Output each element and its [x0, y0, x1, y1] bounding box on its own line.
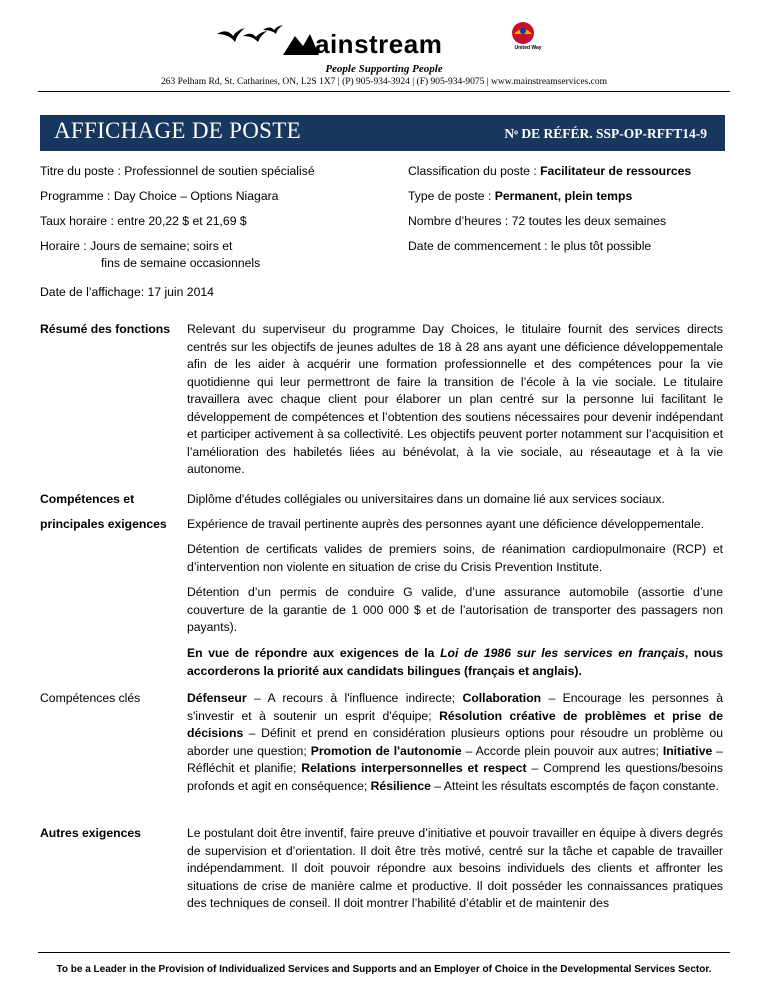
- address-line: 263 Pelham Rd, St. Catharines, ON, L2S 1X7 | (P) 905-934-3924 | (F) 905-934-9075 | www.mainstreamservices.com: [161, 77, 607, 87]
- requirements-label-line2: principales exigences: [40, 517, 167, 531]
- schedule-field-line2: fins de semaine occasionnels: [101, 256, 261, 270]
- hours-field: Nombre d’heures : 72 toutes les deux semaines: [408, 214, 667, 228]
- reference-number: Nᵒ DE RÉFÉR. SSP-OP-RFFT14-9: [504, 126, 707, 141]
- classification-field: Classification du poste : Facilitateur de ressources: [408, 164, 692, 178]
- program-field: Programme : Day Choice – Options Niagara: [40, 189, 279, 203]
- requirement-diploma: Diplôme d'études collégiales ou universitaires dans un domaine lié aux services sociaux.: [187, 492, 665, 506]
- start-date-field: Date de commencement : le plus tôt possible: [408, 239, 652, 253]
- posting-date-field: Date de l’affichage: 17 juin 2014: [40, 285, 214, 299]
- logo-wordmark: ainstream: [315, 29, 443, 59]
- key-competencies-text: Défenseur – A recours à l'influence indirecte; Collaboration – Encourage les personnes à s'investir et à soutenir un esprit d'équipe; Résolution créative de problèmes et prise de décisions – Définit et prend en considération plusieurs options pour résoudre un problème ou aborder une question; Promotion de l'autonomie – Accorde plein pouvoir aux autres; Initiative – Réfléchit et planifie; Relations interpersonnelles et respect – Comprend les questions/besoins profonds et agit en conséquence; Résilience – Atteint les résultats escomptés de façon constante.: [187, 691, 724, 793]
- type-field: Type de poste : Permanent, plein temps: [408, 189, 633, 203]
- footer-mission: To be a Leader in the Provision of Individualized Services and Supports and an Employer of Choice in the Developmental Services Sector.: [56, 964, 712, 975]
- job-title-field: Titre du poste : Professionnel de soutien spécialisé: [40, 164, 315, 178]
- summary-label: Résumé des fonctions: [40, 322, 171, 336]
- tagline: People Supporting People: [325, 63, 443, 75]
- requirements-label-line1: Compétences et: [40, 492, 135, 506]
- french-services-note: En vue de répondre aux exigences de la Loi de 1986 sur les services en français, nous accorderons la priorité aux candidats bilingues (français et anglais).: [187, 646, 723, 678]
- mainstream-logo: [215, 22, 555, 62]
- page-title: AFFICHAGE DE POSTE: [54, 118, 301, 143]
- title-banner: [40, 115, 725, 151]
- requirement-license: Détention d’un permis de conduire G valide, d’une assurance automobile (assortie d’une couverture de la garantie de 1 000 000 $ et de l’autorisation de transporter des passagers non payants).: [187, 585, 723, 634]
- other-requirements-label: Autres exigences: [40, 826, 141, 840]
- schedule-field-line1: Horaire : Jours de semaine; soirs et: [40, 239, 233, 253]
- summary-text: Relevant du superviseur du programme Day Choices, le titulaire fournit des services directs centrés sur les objectifs de jeunes adultes de 18 à 28 ans ayant une déficience développementale afin de les aider à acquérir une formation professionnelle et des compétences pour la vie quotidienne qui leur permettront de faire la transition de l’école à la vie sociale. Le titulaire travaillera avec chaque client pour élaborer un plan centré sur la personne lui facilitant le développement de compétences et l’obtention des soutiens nécessaires pour devenir indépendant et participer activement à sa collectivité. Les objectifs peuvent porter notamment sur l’acquisition et l’amélioration des habiletés liées au bénévolat, à la vie sociale, au réseautage et à la vie autonome.: [187, 322, 723, 476]
- birds-icon: [215, 22, 325, 62]
- header-divider: [38, 91, 730, 92]
- other-requirements-text: Le postulant doit être inventif, faire preuve d’initiative et pouvoir travailler en équipe à divers degrés de supervision et d’orientation. Il doit être très motivé, centré sur la tâche et capable de travailler indépendamment. Il doit pouvoir répondre aux besoins individuels des clients et affronter les situations de crise de manière calme et productive. Il doit posséder les connaissances pratiques des techniques de conseil. Il doit montrer l’habilité d’établir et de maintenir des: [187, 826, 723, 910]
- footer-divider: [38, 952, 730, 953]
- key-competencies-label: Compétences clés: [40, 691, 141, 705]
- united-way-label: United Way: [514, 45, 542, 51]
- rate-field: Taux horaire : entre 20,22 $ et 21,69 $: [40, 214, 247, 228]
- requirement-certificates: Détention de certificats valides de premiers soins, de réanimation cardiopulmonaire (RCP) et d’intervention non violente en situation de crise du Crisis Prevention Institute.: [187, 542, 723, 574]
- requirement-experience: Expérience de travail pertinente auprès des personnes ayant une déficience développementale.: [187, 517, 704, 531]
